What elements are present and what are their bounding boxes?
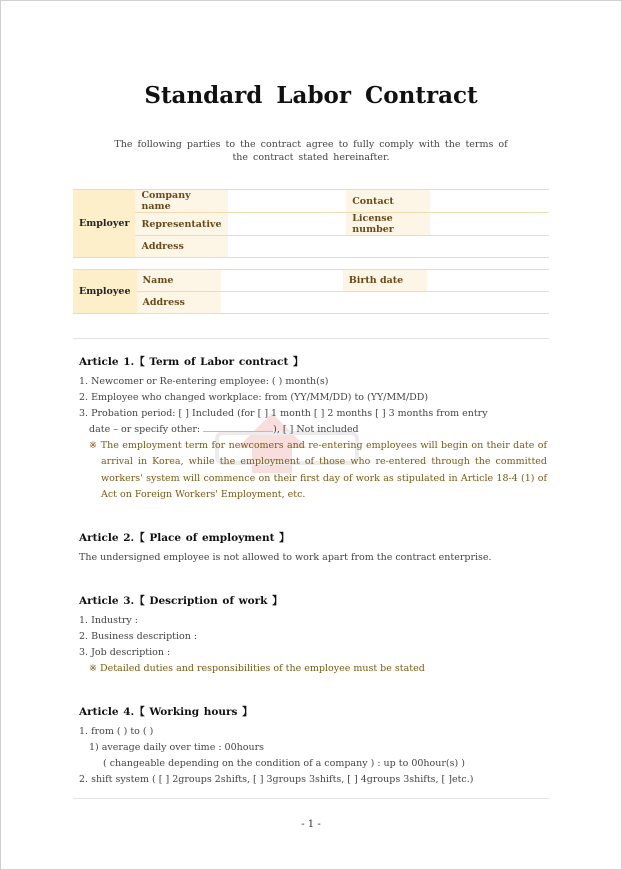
birth-date-field[interactable] — [427, 270, 549, 292]
employee-name-field[interactable] — [221, 270, 343, 292]
article-1 — [79, 354, 547, 503]
intro-text: The following parties to the contract agree to fully comply with the terms of the contract stated hereinafter. — [114, 139, 508, 163]
article-1-heading: Article 1.【 Term of Labor contract 】 — [79, 356, 304, 368]
employer-address-field[interactable] — [228, 236, 550, 258]
article-1-note: ※ The employment term for newcomers and re-entering employees will begin on their date of arrival in Korea, while the employment of those who re-entered through the committed workers' system will commence on their first day of work as stipulated in Article 18-4 (1) of Act on Foreign Workers' Employment, etc. — [89, 440, 547, 500]
article-2 — [79, 530, 547, 566]
article-4-line-3: ( changeable depending on the condition of a company ) : up to 00hour(s) ) — [103, 758, 465, 769]
article-4-line-2: 1) average daily over time : 00hours — [89, 742, 265, 753]
article-3 — [79, 593, 547, 677]
article-1-line-3b: date – or specify other: — [89, 424, 201, 435]
employer-address-label: Address — [135, 236, 227, 258]
divider — [73, 338, 549, 339]
article-3-note: ※ Detailed duties and responsibilities of the employee must be stated — [89, 663, 425, 674]
employee-address-label: Address — [137, 292, 221, 314]
document-title: Standard Labor Contract — [144, 82, 478, 109]
employee-table — [73, 269, 549, 314]
article-4-line-1: 1. from ( ) to ( ) — [79, 726, 154, 737]
article-4-line-4: 2. shift system ( [ ] 2groups 2shifts, [ ] 3groups 3shifts, [ ] 4groups 3shifts, [ ]etc.) — [79, 774, 474, 785]
article-3-line-3: 3. Job description : — [79, 647, 171, 658]
page-number: - 1 - — [301, 819, 321, 830]
other-period-field[interactable] — [203, 422, 273, 432]
representative-field[interactable] — [228, 213, 347, 236]
employee-name-label: Name — [137, 270, 221, 292]
employer-label: Employer — [73, 190, 135, 258]
employee-label: Employee — [73, 270, 137, 314]
license-number-label: License number — [346, 213, 430, 236]
article-3-line-1: 1. Industry : — [79, 615, 138, 626]
contact-field[interactable] — [430, 190, 549, 213]
article-1-line-2: 2. Employee who changed workplace: from (YY/MM/DD) to (YY/MM/DD) — [79, 392, 429, 403]
article-3-heading: Article 3.【 Description of work 】 — [79, 595, 283, 607]
representative-label: Representative — [135, 213, 227, 236]
contact-label: Contact — [346, 190, 430, 213]
article-4-heading: Article 4.【 Working hours 】 — [79, 706, 253, 718]
article-2-line-1: The undersigned employee is not allowed to work apart from the contract enterprise. — [79, 552, 492, 563]
employee-address-field[interactable] — [221, 292, 550, 314]
article-1-line-3c: ), [ ] Not included — [273, 424, 359, 435]
company-name-label: Company name — [135, 190, 227, 213]
article-3-line-2: 2. Business description : — [79, 631, 198, 642]
article-1-line-3: 3. Probation period: [ ] Included (for [ ] 1 month [ ] 2 months [ ] 3 months from entry — [79, 408, 488, 419]
article-2-heading: Article 2.【 Place of employment 】 — [79, 532, 290, 544]
article-4 — [79, 704, 547, 788]
birth-date-label: Birth date — [343, 270, 427, 292]
license-number-field[interactable] — [430, 213, 549, 236]
employer-table — [73, 189, 549, 258]
company-name-field[interactable] — [228, 190, 347, 213]
article-1-line-1: 1. Newcomer or Re-entering employee: ( ) month(s) — [79, 376, 329, 387]
footer-divider — [73, 798, 549, 799]
